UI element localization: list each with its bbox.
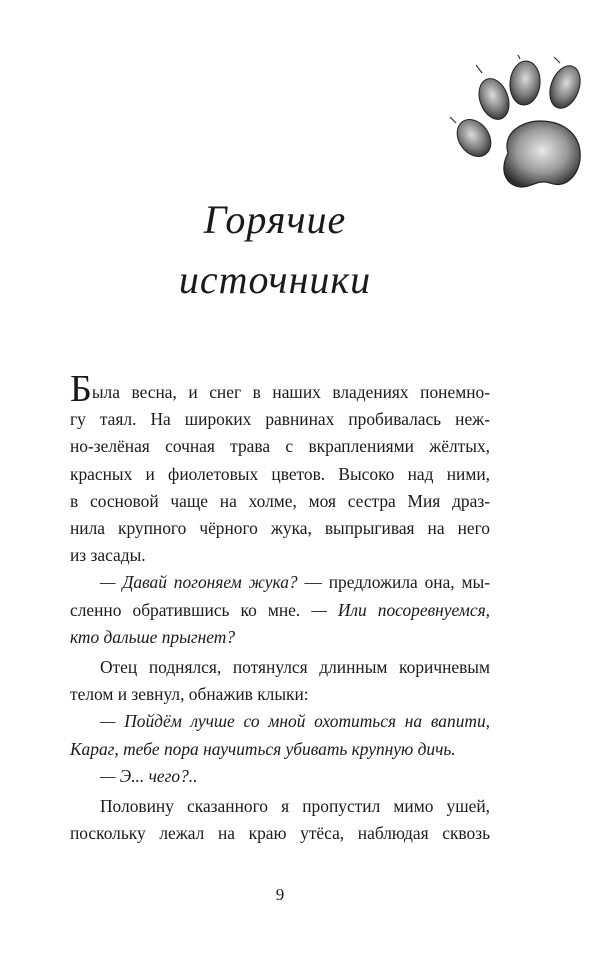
- dialogue-line: кто дальше прыгнет?: [70, 626, 236, 647]
- body-text: [70, 368, 490, 847]
- text-line: Отец поднялся, потянулся длинным коричневым: [100, 657, 490, 678]
- text-line: из засады.: [70, 545, 146, 566]
- dialogue-line: Караг, тебе пора научиться убивать крупную дичь.: [70, 738, 456, 759]
- dialogue-line: — Давай погоняем жука? — предложила она, мы-: [100, 572, 490, 593]
- dialogue-line: — Э... чего?..: [100, 765, 198, 786]
- text-line: в сосновой чаще на холме, моя сестра Мия драз-: [70, 490, 490, 511]
- text-line: поскольку лежал на краю утёса, наблюдая сквозь: [70, 823, 490, 844]
- page-number: 9: [275, 885, 285, 904]
- dialogue-line: — Пойдём лучше со мной охотиться на вапити,: [100, 711, 490, 732]
- text-line: телом и зевнул, обнажив клыки:: [70, 684, 309, 705]
- paw-toe-2: [474, 74, 515, 123]
- paw-pad: [504, 121, 580, 187]
- dialogue-line: сленно обратившись ко мне. — Или посоревнуемся,: [70, 599, 490, 620]
- chapter-title-line-1: Горячие: [203, 197, 347, 242]
- chapter-title-line-2: источники: [178, 257, 372, 302]
- paw-toe-4: [544, 62, 585, 113]
- paw-toe-1: [450, 113, 498, 163]
- drop-cap: Б: [70, 368, 92, 410]
- text-line: Была весна, и снег в наших владениях понемно-: [70, 368, 490, 410]
- text-line: Половину сказанного я пропустил мимо ушей,: [100, 796, 490, 817]
- paw-toe-3: [508, 60, 542, 106]
- text-line: гу таял. На широких равнинах пробивалась неж-: [70, 409, 490, 430]
- chapter-title: [0, 190, 550, 310]
- text-line: нила крупного чёрного жука, выпрыгивая на него: [70, 518, 490, 539]
- text-line: но-зелёная сочная трава с вкраплениями жёлтых,: [70, 436, 490, 457]
- text-line: красных и фиолетовых цветов. Высоко над ними,: [70, 463, 490, 484]
- paw-print-icon: [440, 55, 590, 200]
